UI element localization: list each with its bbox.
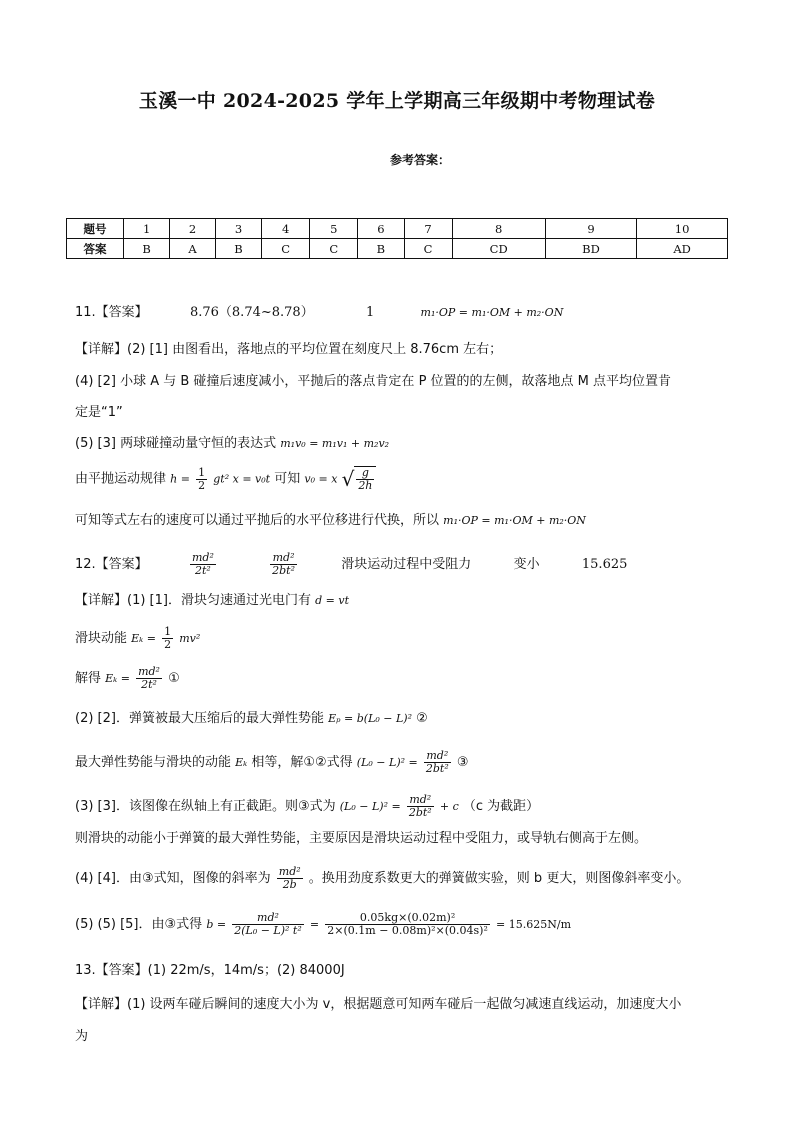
- q12-detail-8-text-2: 。换用劲度系数更大的弹簧做实验，则 b 更大，则图像斜率变小。: [308, 871, 690, 886]
- q11-detail-6-text: 可知等式左右的速度可以通过平抛后的水平位移进行代换，所以: [75, 513, 440, 528]
- fraction-denominator: 2h: [358, 479, 373, 492]
- answer-subtitle: 参考答案：: [390, 153, 451, 167]
- half-fraction: [196, 467, 207, 492]
- q11-answer-1: 8.76（8.74~8.78）: [189, 305, 314, 320]
- answer-cell: C: [262, 239, 310, 259]
- kinetic-energy-symbol: Eₖ =: [105, 672, 130, 685]
- height-symbol: h =: [170, 472, 190, 486]
- q12-detail-9: [75, 912, 571, 937]
- equals-sign: =: [309, 918, 320, 931]
- fraction-numerator: g: [356, 467, 374, 480]
- q11-head: 11.【答案】: [75, 305, 148, 320]
- q12-detail-3-text: 解得: [75, 671, 102, 686]
- page-title: 玉溪一中 2024-2025 学年上学期高三年级期中考物理试卷: [138, 90, 656, 112]
- compression-squared: (L₀ − L)² =: [356, 756, 418, 769]
- row-label-number: 题号: [67, 219, 124, 239]
- row-label-answer: 答案: [67, 239, 124, 259]
- fraction-denominator: 2×(0.1m − 0.08m)²×(0.04s)²: [327, 924, 488, 937]
- question-number: 3: [215, 219, 261, 239]
- q12-answer-2: [270, 552, 297, 577]
- projectile-equations: gt² x = v₀t: [213, 472, 271, 486]
- fraction-denominator: 2bt²: [272, 564, 296, 577]
- kinetic-energy-symbol: Eₖ =: [131, 632, 156, 645]
- answer-cell: B: [124, 239, 170, 259]
- slope-fraction: [277, 866, 303, 891]
- q12-answer-5: 15.625: [581, 557, 628, 572]
- answer-cell: B: [215, 239, 261, 259]
- b-result: = 15.625N/m: [496, 918, 571, 931]
- question-number: 10: [637, 219, 728, 239]
- equation-marker-1: ①: [168, 671, 180, 686]
- q12-detail-8: [75, 866, 689, 891]
- half-fraction: [162, 626, 173, 651]
- fraction-numerator: md²: [191, 551, 214, 564]
- q12-detail-5-text-2: 相等，解①②式得: [251, 755, 353, 770]
- q12-detail-2: [75, 626, 200, 651]
- q11-detail-5-connector: 可知: [274, 471, 301, 487]
- intercept-term: + c: [439, 800, 459, 813]
- q12-detail-6: [75, 794, 539, 819]
- q11-answer-2: 1: [365, 305, 375, 320]
- q11-detail-3: 定是“1”: [75, 405, 123, 420]
- question-number: 7: [404, 219, 452, 239]
- fraction-denominator: 2(L₀ − L)² t²: [234, 924, 302, 937]
- fraction-denominator: 2: [164, 638, 172, 651]
- q12-answer-line: [75, 552, 627, 577]
- question-number: 9: [545, 219, 636, 239]
- answer-cell: CD: [452, 239, 545, 259]
- b-symbol: b =: [206, 918, 227, 931]
- question-number: 6: [358, 219, 404, 239]
- q12-detail-5-text: 最大弹性势能与滑块的动能: [75, 755, 232, 770]
- sqrt-fraction: [356, 467, 374, 492]
- energy-fraction: [407, 794, 434, 819]
- answer-row: [67, 239, 728, 259]
- fraction-numerator: md²: [138, 665, 160, 678]
- fraction-numerator: 0.05kg×(0.02m)²: [325, 912, 490, 925]
- equation-marker-2: ②: [416, 711, 428, 726]
- q13-detail-1: 【详解】(1) 设两车碰后瞬间的速度大小为 v，根据题意可知两车碰后一起做匀减速直线运动，加速度大小: [75, 997, 682, 1012]
- question-number: 4: [262, 219, 310, 239]
- fraction-numerator: md²: [278, 865, 301, 878]
- elastic-energy-equation: Eₚ = b(L₀ − L)²: [328, 712, 413, 725]
- answer-cell: C: [310, 239, 358, 259]
- question-number: 1: [124, 219, 170, 239]
- question-number-row: [67, 219, 728, 239]
- fraction-numerator: md²: [424, 750, 451, 763]
- momentum-equation: m₁v₀ = m₁v₁ + m₂v₂: [280, 437, 390, 450]
- q12-detail-1: [75, 592, 349, 610]
- intercept-note: （c 为截距）: [462, 799, 540, 814]
- question-number: 5: [310, 219, 358, 239]
- v0-expression: v₀ = x: [304, 472, 338, 486]
- answer-cell: B: [358, 239, 404, 259]
- b-formula-fraction: [232, 912, 304, 937]
- q12-detail-4: [75, 710, 428, 728]
- q12-detail-2-text: 滑块动能: [75, 631, 128, 646]
- q11-detail-2: (4) [2] 小球 A 与 B 碰撞后速度减小，平抛后的落点肯定在 P 位置的的左侧，故落地点 M 点平均位置肯: [75, 374, 672, 389]
- answer-table: [66, 218, 728, 259]
- q11-detail-1: 【详解】(2) [1] 由图看出，落地点的平均位置在刻度尺上 8.76cm 左右；: [75, 342, 503, 357]
- q12-head: 12.【答案】: [75, 557, 148, 572]
- answer-cell: BD: [545, 239, 636, 259]
- velocity-equation: d = vt: [315, 594, 349, 607]
- q11-answer-line: [75, 304, 563, 322]
- equation-marker-3: ③: [456, 755, 469, 770]
- fraction-numerator: md²: [407, 794, 434, 807]
- q11-detail-5: [75, 466, 376, 492]
- q11-detail-5-text: 由平抛运动规律: [75, 471, 167, 487]
- answer-cell: A: [170, 239, 216, 259]
- q11-detail-4: [75, 435, 389, 453]
- q12-answer-1: [190, 552, 216, 577]
- kinetic-energy-symbol: Eₖ: [235, 756, 248, 769]
- fraction-denominator: 2t²: [141, 678, 157, 691]
- fraction-numerator: md²: [270, 552, 297, 565]
- q11-answer-3: m₁·OP = m₁·OM + m₂·ON: [420, 306, 564, 319]
- q12-detail-5: [75, 750, 469, 775]
- q13-answer-line: 13.【答案】(1) 22m/s，14m/s；(2) 84000J: [75, 963, 345, 978]
- q13-detail-2: 为: [75, 1029, 89, 1044]
- fraction-denominator: 2: [198, 478, 206, 492]
- fraction-numerator: 1: [198, 465, 206, 479]
- sqrt-expression: [342, 466, 377, 492]
- question-number: 2: [170, 219, 216, 239]
- q12-answer-3: 滑块运动过程中受阻力: [341, 557, 472, 572]
- fraction-denominator: 2bt²: [425, 762, 449, 775]
- kinetic-energy-term: mv²: [179, 632, 201, 645]
- q11-detail-6: [75, 512, 586, 530]
- q11-detail-4-text: (5) [3] 两球碰撞动量守恒的表达式: [75, 436, 277, 451]
- answer-cell: AD: [637, 239, 728, 259]
- q11-final-equation: m₁·OP = m₁·OM + m₂·ON: [443, 514, 586, 527]
- compression-squared: (L₀ − L)² =: [339, 800, 401, 813]
- q12-detail-3: [75, 666, 180, 691]
- energy-fraction: [424, 750, 451, 775]
- fraction-denominator: 2b: [282, 878, 297, 891]
- answer-cell: C: [404, 239, 452, 259]
- q12-detail-4-text: (2) [2]．弹簧被最大压缩后的最大弹性势能: [75, 711, 324, 726]
- q12-detail-8-text: (4) [4]．由③式知，图像的斜率为: [75, 871, 271, 886]
- question-number: 8: [452, 219, 545, 239]
- radical-sign: √: [341, 467, 355, 491]
- fraction-numerator: 1: [164, 625, 172, 638]
- q12-detail-9-text: (5) (5) [5]．由③式得: [75, 917, 203, 932]
- q12-detail-1-text: 【详解】(1) [1]．滑块匀速通过光电门有: [75, 593, 311, 608]
- fraction-denominator: 2t²: [194, 564, 211, 577]
- q12-detail-7: 则滑块的动能小于弹簧的最大弹性势能，主要原因是滑块运动过程中受阻力，或导轨右侧高于左侧。: [75, 831, 648, 846]
- q12-answer-4: 变小: [513, 557, 540, 572]
- q12-detail-6-text: (3) [3]．该图像在纵轴上有正截距。则③式为: [75, 799, 336, 814]
- fraction-denominator: 2bt²: [408, 806, 432, 819]
- b-numeric-fraction: [325, 912, 490, 937]
- energy-fraction: [136, 666, 162, 691]
- fraction-numerator: md²: [232, 912, 304, 925]
